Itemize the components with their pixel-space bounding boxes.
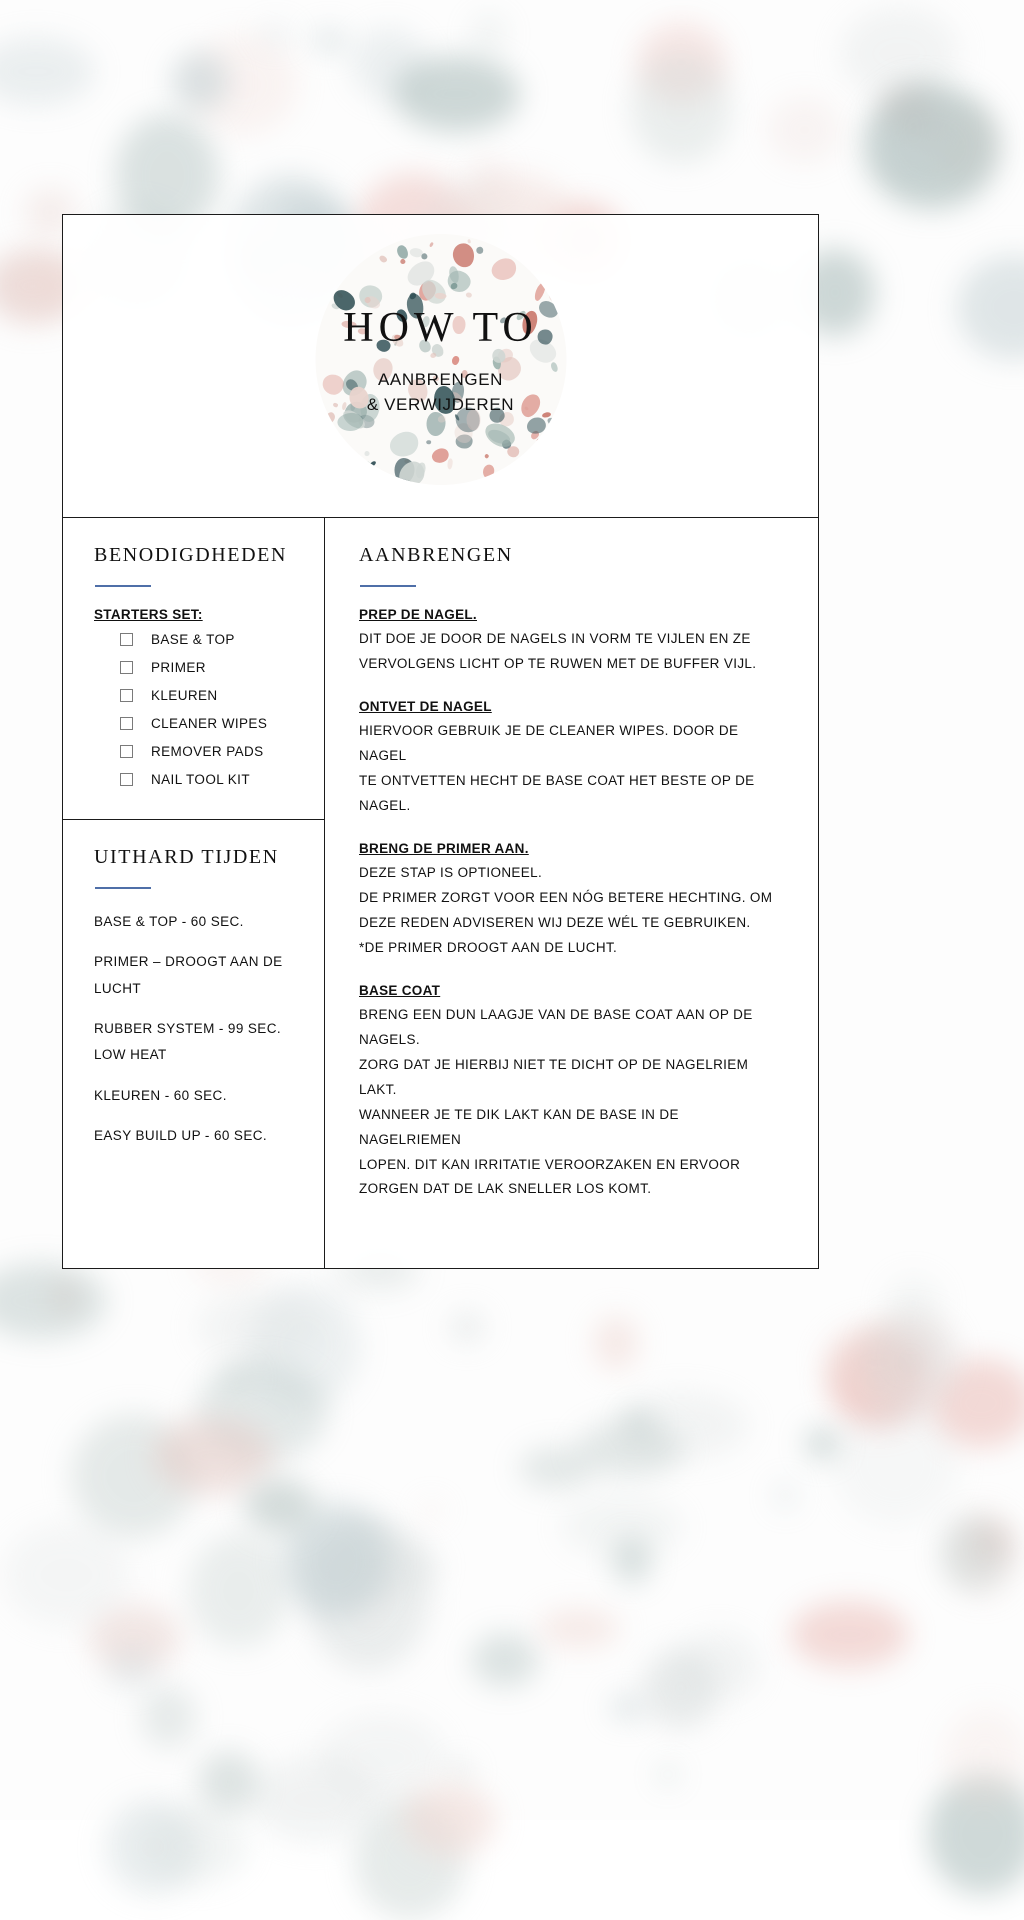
- step-line: DIT DOE JE DOOR DE NAGELS IN VORM TE VIJLEN EN ZE: [359, 631, 751, 646]
- terrazzo-chip: [476, 246, 484, 254]
- background-blob: [538, 1609, 620, 1648]
- curing-line: EASY BUILD UP - 60 SEC.: [94, 1127, 268, 1143]
- list-item-label: KLEUREN: [151, 688, 218, 703]
- step-title: BRENG DE PRIMER AAN.: [359, 840, 529, 856]
- step-title: PREP DE NAGEL.: [359, 607, 477, 622]
- logo-subtitle-line1: AANBRENGEN: [377, 370, 504, 389]
- list-item[interactable]: [120, 660, 298, 675]
- step-line: ZORG DAT JE HIERBIJ NIET TE DICHT OP DE NAGELRIEM LAKT.: [359, 1056, 749, 1097]
- background-blob: [767, 96, 841, 163]
- checkbox-icon[interactable]: [120, 689, 133, 702]
- right-column: [325, 518, 818, 1268]
- background-blob: [105, 1646, 158, 1690]
- background-blob: [188, 1534, 290, 1647]
- background-blob: [244, 1478, 315, 1533]
- terrazzo-chip: [387, 427, 422, 460]
- curing-times-panel: [63, 820, 324, 1181]
- background-blob: [946, 1506, 1022, 1600]
- background-blob: [643, 1649, 718, 1727]
- background-blob: [3, 1523, 130, 1627]
- curing-line: BASE & TOP - 60 SEC.: [94, 914, 244, 929]
- step-line: HIERVOOR GEBRUIK JE DE CLEANER WIPES. DOOR DE NAGEL: [359, 722, 739, 763]
- terrazzo-chip: [399, 258, 406, 265]
- terrazzo-chip: [533, 282, 547, 303]
- terrazzo-chip: [481, 464, 495, 480]
- step-line: DEZE STAP IS OPTIONEEL.: [359, 864, 543, 880]
- card-header: [63, 215, 818, 518]
- logo-subtitle-line2: & VERWIJDEREN: [366, 394, 515, 414]
- terrazzo-chip: [317, 286, 323, 292]
- background-blob: [943, 1708, 1024, 1809]
- needs-checklist: [94, 632, 298, 787]
- step-line: NAGEL.: [359, 797, 411, 813]
- step-line: VERVOLGENS LICHT OP TE RUWEN MET DE BUFFER VIJL.: [359, 655, 757, 671]
- terrazzo-chip: [507, 445, 520, 457]
- background-blob: [312, 30, 347, 51]
- step-breng-de-primer-aan: [359, 841, 784, 961]
- step-line: BRENG EEN DUN LAAGJE VAN DE BASE COAT AAN OP DE: [359, 1006, 753, 1022]
- needs-panel: [63, 518, 324, 820]
- background-blob: [471, 1633, 539, 1687]
- step-line: DE PRIMER ZORGT VOOR EEN NÓG BETERE HECHTING. OM: [359, 889, 773, 905]
- background-blob: [774, 1481, 797, 1510]
- background-blob: [594, 1316, 638, 1370]
- curing-line: RUBBER SYSTEM - 99 SEC. LOW HEAT: [94, 1020, 281, 1063]
- list-item-label: NAIL TOOL KIT: [151, 772, 250, 787]
- background-blob: [153, 1418, 273, 1493]
- terrazzo-chip: [548, 289, 555, 300]
- logo-title: HOW TO: [343, 305, 538, 351]
- terrazzo-chip: [489, 255, 520, 284]
- terrazzo-chip: [426, 441, 431, 446]
- background-blob: [141, 1686, 196, 1748]
- list-item[interactable]: [120, 632, 298, 647]
- step-line: ZORGEN DAT DE LAK SNELLER LOS KOMT.: [359, 1181, 652, 1197]
- step-line: LOPEN. DIT KAN IRRITATIE VEROORZAKEN EN ERVOOR: [359, 1156, 741, 1172]
- list-item-label: PRIMER: [151, 660, 206, 675]
- needs-divider: [95, 585, 151, 587]
- background-blob: [449, 1761, 472, 1783]
- starters-set-label: STARTERS SET:: [94, 607, 203, 622]
- step-line: DEZE REDEN ADVISEREN WIJ DEZE WÉL TE GEBRUIKEN.: [359, 914, 751, 930]
- terrazzo-chip: [484, 454, 490, 460]
- background-blob: [630, 52, 732, 164]
- step-base-coat: [359, 983, 784, 1203]
- checkbox-icon[interactable]: [120, 773, 133, 786]
- aanbrengen-heading: AANBRENGEN: [359, 544, 513, 566]
- needs-heading: BENODIGDHEDEN: [94, 544, 287, 566]
- checkbox-icon[interactable]: [120, 745, 133, 758]
- terrazzo-chip: [395, 244, 410, 261]
- background-blob: [875, 80, 953, 177]
- terrazzo-chip: [320, 246, 338, 261]
- step-line: WANNEER JE TE DIK LAKT KAN DE BASE IN DE NAGELRIEMEN: [359, 1106, 679, 1147]
- terrazzo-chip: [466, 292, 473, 298]
- checkbox-icon[interactable]: [120, 633, 133, 646]
- curing-line: PRIMER – DROOGT AAN DE LUCHT: [94, 954, 283, 996]
- list-item-label: CLEANER WIPES: [151, 716, 268, 731]
- background-blob: [198, 1751, 258, 1813]
- background-blob: [957, 255, 1024, 360]
- list-item[interactable]: [120, 716, 298, 731]
- background-blob: [450, 1312, 484, 1342]
- terrazzo-chip: [527, 458, 534, 467]
- background-blob: [468, 156, 508, 194]
- how-to-card: [62, 214, 819, 1269]
- background-blob: [196, 1291, 323, 1363]
- list-item-label: BASE & TOP: [151, 632, 235, 647]
- background-blob: [0, 37, 95, 106]
- background-blob: [171, 52, 229, 111]
- step-line: NAGELS.: [359, 1031, 420, 1047]
- terrazzo-chip: [466, 238, 470, 243]
- background-blob: [790, 1601, 909, 1669]
- aanbrengen-divider: [360, 585, 416, 587]
- step-prep-de-nagel: [359, 607, 784, 677]
- terrazzo-chip: [523, 471, 540, 484]
- background-blob: [610, 1697, 646, 1718]
- terrazzo-chip: [545, 415, 566, 433]
- list-item[interactable]: [120, 744, 298, 759]
- checkbox-icon[interactable]: [120, 661, 133, 674]
- background-blob: [256, 24, 296, 45]
- list-item[interactable]: [120, 772, 298, 787]
- step-title: ONTVET DE NAGEL: [359, 698, 492, 714]
- terrazzo-chip: [428, 241, 434, 247]
- step-line: TE ONTVETTEN HECHT DE BASE COAT HET BESTE OP DE: [359, 772, 755, 788]
- background-blob: [862, 1310, 959, 1415]
- terrazzo-chip: [317, 444, 322, 450]
- terrazzo-chip: [446, 458, 453, 469]
- list-item-label: REMOVER PADS: [151, 744, 264, 759]
- terrazzo-chip: [550, 468, 566, 485]
- background-blob: [576, 1421, 683, 1478]
- card-body: [63, 518, 818, 1268]
- step-body: [359, 627, 784, 677]
- terrazzo-chip: [554, 447, 566, 464]
- terrazzo-chip: [408, 247, 422, 258]
- curing-heading: UITHARD TIJDEN: [94, 846, 279, 868]
- background-blob: [0, 1263, 107, 1338]
- step-line: *DE PRIMER DROOGT AAN DE LUCHT.: [359, 939, 618, 955]
- background-blob: [138, 1809, 248, 1884]
- background-blob: [656, 1762, 680, 1787]
- terrazzo-chip: [337, 472, 350, 482]
- terrazzo-chip: [509, 238, 537, 264]
- logo-text-group: [63, 307, 818, 417]
- background-blob: [470, 13, 507, 55]
- curing-line: KLEUREN - 60 SEC.: [94, 1087, 227, 1103]
- background-blob: [393, 56, 520, 132]
- step-body: [359, 861, 784, 961]
- step-body: [359, 1003, 784, 1203]
- checkbox-icon[interactable]: [120, 717, 133, 730]
- step-title: BASE COAT: [359, 982, 441, 998]
- terrazzo-chip: [525, 416, 548, 436]
- terrazzo-chip: [535, 437, 550, 454]
- background-blob: [832, 1402, 958, 1526]
- step-ontvet-de-nagel: [359, 699, 784, 819]
- step-body: [359, 719, 784, 819]
- terrazzo-chip: [378, 255, 388, 264]
- left-column: [63, 518, 325, 1268]
- curing-divider: [95, 887, 151, 889]
- background-blob: [613, 1537, 651, 1583]
- list-item[interactable]: [120, 688, 298, 703]
- background-blob: [417, 1499, 446, 1522]
- terrazzo-chip: [364, 450, 370, 457]
- background-blob: [251, 1756, 379, 1843]
